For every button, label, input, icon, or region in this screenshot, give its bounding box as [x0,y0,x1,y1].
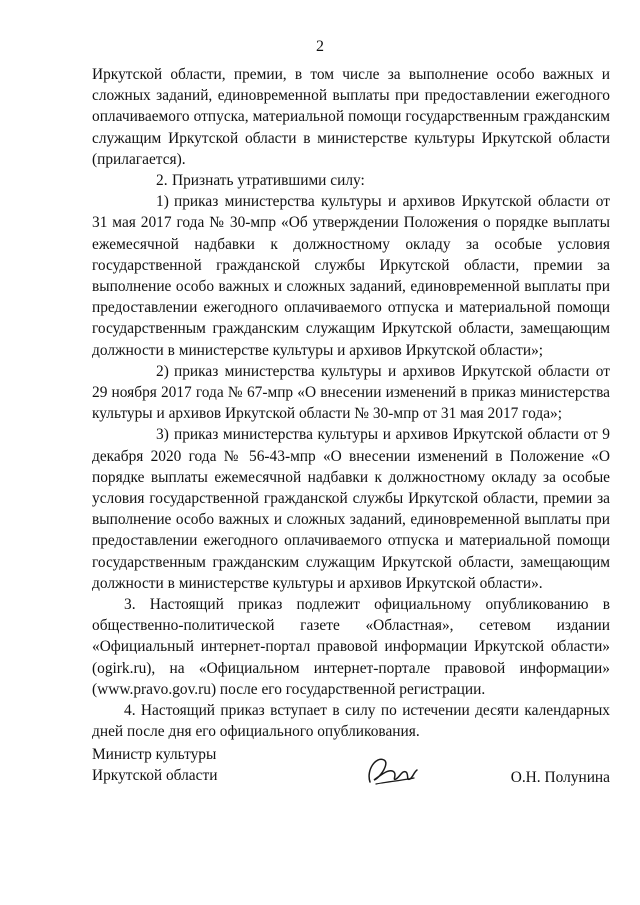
paragraph-4: 4. Настоящий приказ вступает в силу по истечении десяти календарных дней после дня его официального опубликования. [92,702,610,741]
signer-name: О.Н. Полунина [510,769,610,786]
document-body [92,64,610,743]
paragraph-2-text: Признать утратившими силу: [172,172,365,190]
list-item-3-text: приказ министерства культуры и архивов Иркутской области от 9 декабря 2020 года № 56-43-мпр «О внесении изменений в Положение «О порядке выплаты ежемесячной надбавки к должностному окладу за особые условия государственной гражданской службы Иркутской области, премии за выполнение особо важных и сложных заданий, единовременной выплаты при предоставлении ежегодного оплачиваемого отпуска и материальной помощи государственным гражданским служащим Иркутской области, замещающим должности в министерстве культуры и архивов Иркутской области». [92,426,610,592]
list-item-2 [92,361,610,425]
paragraph-3: 3. Настоящий приказ подлежит официальному опубликованию в общественно-политической газете «Областная», сетевом издании «Официальный интернет-портал правовой информации Иркутской области» (ogirk.ru), на «Официальном интернет-портале правовой информации» (www.pravo.gov.ru) после его государственной регистрации. [92,596,610,698]
paragraph-continuation: Иркутской области, премии, в том числе за выполнение особо важных и сложных заданий, единовременной выплаты при предоставлении ежегодного оплачиваемого отпуска, материальной помощи государственным гражданским служащим Иркутской области в министерстве культуры Иркутской области (прилагается). [92,66,610,168]
signature-block [92,744,610,786]
list-item-3 [92,424,610,594]
page-number: 2 [316,38,324,55]
paragraph-2-number: 2. [156,172,168,190]
list-item-1-number: 1) [156,193,169,211]
paragraph-2 [92,170,610,191]
list-item-1-text: приказ министерства культуры и архивов Иркутской области от 31 мая 2017 года № 30-мпр «Об утверждении Положения о порядке выплаты ежемесячной надбавки к должностному окладу за особые условия государственной гражданской службы Иркутской области, премии за выполнение особо важных и сложных заданий, единовременной выплаты при предоставлении ежегодного оплачиваемого отпуска и материальной помощи государственным гражданским служащим Иркутской области, замещающим должности в министерстве культуры и архивов Иркутской области»; [92,193,610,359]
list-item-1 [92,191,610,361]
list-item-2-number: 2) [156,362,169,380]
signer-title-line-1: Министр культуры [92,746,217,763]
list-item-2-text: приказ министерства культуры и архивов Иркутской области от 29 ноября 2017 года № 67-мпр «О внесении изменений в приказ министерства культуры и архивов Иркутской области № 30-мпр от 31 мая 2017 года»; [92,362,610,423]
list-item-3-number: 3) [156,426,169,444]
handwritten-signature [362,748,422,792]
signer-title-line-2: Иркутской области [92,767,218,785]
